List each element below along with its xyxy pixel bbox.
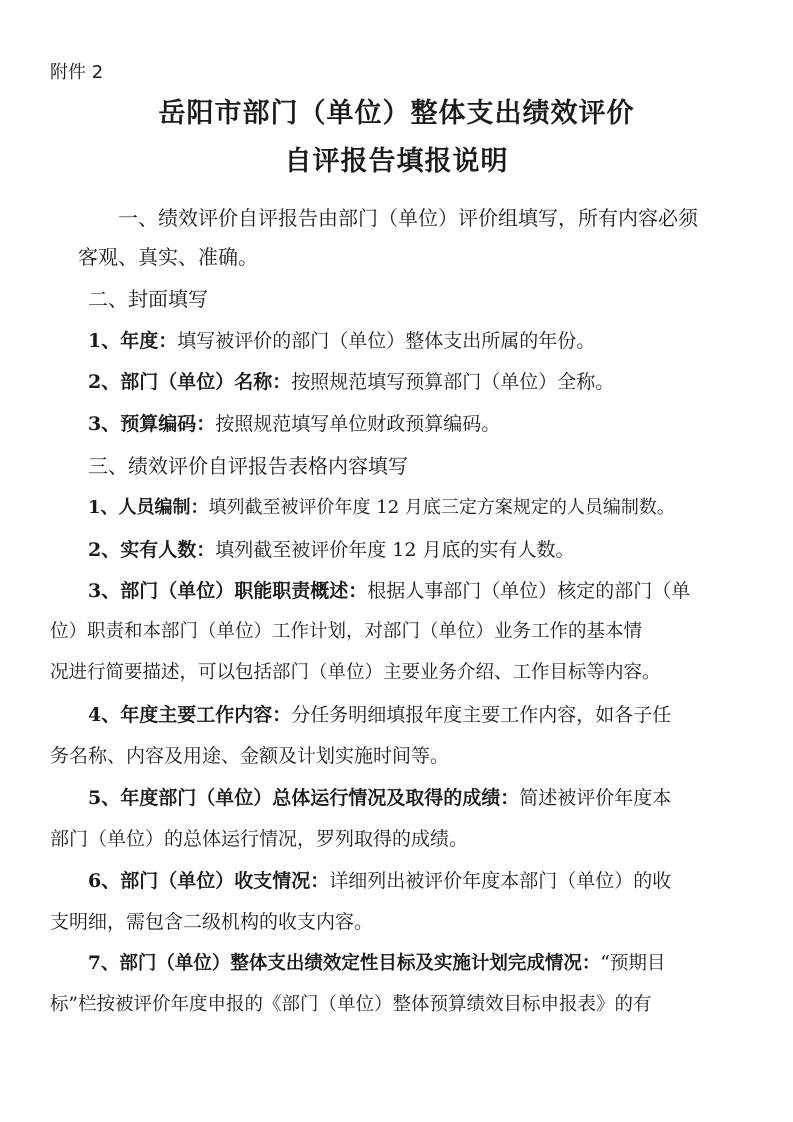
- attachment-label: 附件 2: [50, 62, 104, 83]
- form-item-1: [88, 495, 768, 521]
- cover-item-2-label: 2、部门（单位）名称：: [88, 371, 292, 393]
- form-item-3-line-3: 况进行简要描述，可以包括部门（单位）主要业务介绍、工作目标等内容。: [50, 662, 661, 683]
- form-item-2-label: 2、实有人数：: [88, 539, 216, 561]
- form-item-5-label: 5、年度部门（单位）总体运行情况及取得的成绩：: [88, 787, 520, 809]
- cover-item-1-text: 填写被评价的部门（单位）整体支出所属的年份。: [177, 330, 596, 352]
- form-item-7-label: 7、部门（单位）整体支出绩效定性目标及实施计划完成情况：: [88, 953, 601, 974]
- section-2-heading: 二、封面填写: [88, 287, 208, 311]
- form-item-6-label: 6、部门（单位）收支情况：: [88, 870, 330, 892]
- document-title-line1: 岳阳市部门（单位）整体支出绩效评价: [158, 98, 635, 129]
- form-item-7-text-1: “预期目: [600, 953, 666, 974]
- paragraph-1-line-1: 一、绩效评价自评报告由部门（单位）评价组填写，所有内容必须: [118, 206, 698, 230]
- form-item-5-line-1: [88, 785, 768, 811]
- cover-item-2: [88, 369, 768, 395]
- document-title-line2: 自评报告填报说明: [284, 146, 509, 177]
- cover-item-2-text: 按照规范填写预算部门（单位）全称。: [291, 371, 615, 393]
- form-item-4-line-1: [88, 702, 768, 728]
- form-item-5-text-1: 简述被评价年度本: [519, 787, 672, 809]
- form-item-4-text-1: 分任务明细填报年度主要工作内容，如各子任: [291, 704, 672, 726]
- form-item-4-line-2: 务名称、内容及用途、金额及计划实施时间等。: [50, 745, 450, 767]
- form-item-2-text: 填列截至被评价年度 12 月底的实有人数。: [215, 539, 575, 561]
- cover-item-3: [88, 411, 768, 437]
- form-item-3-label: 3、部门（单位）职能职责概述：: [88, 580, 368, 602]
- form-item-3-line-2: 位）职责和本部门（单位）工作计划，对部门（单位）业务工作的基本情: [50, 621, 643, 642]
- cover-item-1-label: 1、年度：: [88, 330, 178, 352]
- form-item-7-line-1: [88, 951, 768, 977]
- cover-item-1: [88, 328, 768, 354]
- form-item-5-line-2: 部门（单位）的总体运行情况，罗列取得的成绩。: [50, 828, 469, 850]
- paragraph-1-line-2: 客观、真实、准确。: [78, 245, 258, 269]
- form-item-3-text-1: 根据人事部门（单位）核定的部门（单: [367, 580, 691, 602]
- form-item-6-line-2: 支明细，需包含二级机构的收支内容。: [50, 911, 374, 933]
- form-item-4-label: 4、年度主要工作内容：: [88, 704, 292, 726]
- form-item-2: [88, 537, 768, 563]
- form-item-3-line-1: [88, 578, 768, 604]
- cover-item-3-text: 按照规范填写单位财政预算编码。: [215, 413, 501, 435]
- form-item-1-text: 填列截至被评价年度 12 月底三定方案规定的人员编制数。: [208, 497, 675, 518]
- form-item-1-label: 1、人员编制：: [88, 497, 209, 518]
- form-item-7-line-2: 标”栏按被评价年度申报的《部门（单位）整体预算绩效目标申报表》的有: [50, 994, 652, 1015]
- cover-item-3-label: 3、预算编码：: [88, 413, 216, 435]
- section-3-heading: 三、绩效评价自评报告表格内容填写: [88, 454, 408, 478]
- form-item-6-line-1: [88, 868, 768, 894]
- form-item-6-text-1: 详细列出被评价年度本部门（单位）的收: [329, 870, 672, 892]
